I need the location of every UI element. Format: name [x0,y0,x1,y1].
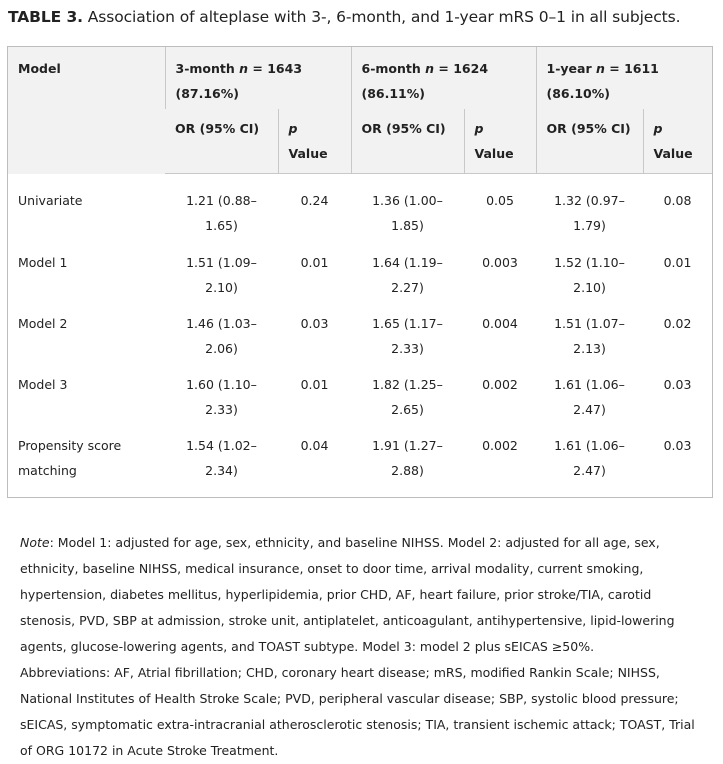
group-n-value: = 1643 [252,61,303,76]
p-value-word: Value [653,145,693,161]
p-cell: 0.01 [663,254,692,270]
p-cell: 0.02 [663,315,692,331]
p-italic: p [288,121,298,136]
header-group-6-month [351,47,536,109]
p-cell: 0.03 [300,315,329,331]
group-percent: (87.16%) [175,85,239,101]
subheader-p-value [464,109,536,174]
or-cell: 1.60 (1.10– 2.33) [186,376,257,417]
or-cell: 1.82 (1.25– 2.65) [372,376,443,417]
subheader-or: OR (95% CI) [536,109,643,174]
group-n-value: = 1611 [609,61,659,76]
or-cell: 1.46 (1.03– 2.06) [186,315,257,356]
note-paragraph [20,530,710,660]
table-row [8,372,712,433]
subheader-or: OR (95% CI) [165,109,278,174]
row-label: Model 2 [18,315,68,331]
or-cell: 1.36 (1.00– 1.85) [372,193,443,233]
header-row-groups [8,47,712,109]
p-italic: p [474,121,484,136]
subheader-or: OR (95% CI) [351,109,464,174]
note-text: : Model 1: adjusted for age, sex, ethnicity, and baseline NIHSS. Model 2: adjusted for all age, sex, ethnicity, baseline NIHSS, medical insurance, onset to door time, arrival modality, current smoking, hypertension, diabetes mellitus, hyperlipidemia, prior CHD, AF, heart failure, prior stroke/TIA, carotid stenosis, PVD, SBP at admission, stroke unit, antiplatelet, anticoagulant, antihypertensive, lipid-lowering agents, glucose-lowering agents, and TOAST subtype. Model 3: model 2 plus sEICAS ≥50%. [20,535,675,654]
group-name: 3-month [175,61,235,76]
p-cell: 0.004 [482,315,518,331]
p-value-word: Value [288,145,328,161]
p-cell: 0.08 [663,193,692,208]
row-label: Univariate [18,192,83,208]
or-cell: 1.32 (0.97– 1.79) [554,193,625,233]
subheader-p-value [643,109,712,174]
header-group-1-year [536,47,712,109]
or-cell: 1.61 (1.06– 2.47) [554,376,625,417]
table-row [8,250,712,311]
note-label: Note [20,535,50,550]
header-group-3-month [165,47,351,109]
subheader-p-value [278,109,351,174]
abbreviations-paragraph: Abbreviations: AF, Atrial fibrillation; CHD, coronary heart disease; mRS, modified Rankin Scale; NIHSS, National Institutes of Health Stroke Scale; PVD, peripheral vascular disease; SBP, systolic blood pressure; sEICAS, symptomatic extra-intracranial atherosclerotic stenosis; TIA, transient ischemic attack; TOAST, Trial of ORG 10172 in Acute Stroke Treatment. [20,665,695,758]
or-cell: 1.64 (1.19– 2.27) [372,254,443,295]
group-percent: (86.11%) [361,85,425,101]
row-label: Model 3 [18,376,68,392]
p-cell: 0.01 [300,254,329,270]
or-cell: 1.61 (1.06– 2.47) [554,437,625,478]
or-cell: 1.65 (1.17– 2.33) [372,315,443,356]
table-caption [8,6,720,28]
results-table-container [7,46,713,498]
group-n-label: n [595,61,605,76]
p-cell: 0.03 [663,376,692,392]
p-cell: 0.003 [482,254,518,270]
or-cell: 1.51 (1.09– 2.10) [186,254,257,295]
or-cell: 1.52 (1.10– 2.10) [554,254,625,295]
p-cell: 0.05 [486,193,514,208]
row-label: Propensity score matching [18,437,122,478]
table-caption-label: TABLE 3. [8,8,83,26]
table-row [8,433,712,494]
or-cell: 1.91 (1.27– 2.88) [372,437,443,478]
results-table [8,47,712,494]
p-cell: 0.01 [300,376,329,392]
group-name: 1-year [546,61,592,76]
table-row [8,174,712,250]
group-n-label: n [239,61,249,76]
group-n-value: = 1624 [438,61,489,76]
p-cell: 0.002 [482,376,518,392]
or-cell: 1.51 (1.07– 2.13) [554,315,625,356]
table-caption-text: Association of alteplase with 3-, 6-month, and 1-year mRS 0–1 in all subjects. [87,8,681,26]
header-model: Model [8,47,165,174]
p-italic: p [653,121,663,136]
p-cell: 0.24 [300,193,329,208]
row-label: Model 1 [18,254,68,270]
or-cell: 1.54 (1.02– 2.34) [186,437,257,478]
group-percent: (86.10%) [546,85,610,101]
p-cell: 0.04 [300,437,329,453]
table-row [8,311,712,372]
or-cell: 1.21 (0.88– 1.65) [186,193,257,233]
group-name: 6-month [361,61,421,76]
p-value-word: Value [474,145,514,161]
group-n-label: n [425,61,435,76]
p-cell: 0.03 [663,437,692,453]
table-footnote [20,530,710,764]
p-cell: 0.002 [482,437,518,453]
